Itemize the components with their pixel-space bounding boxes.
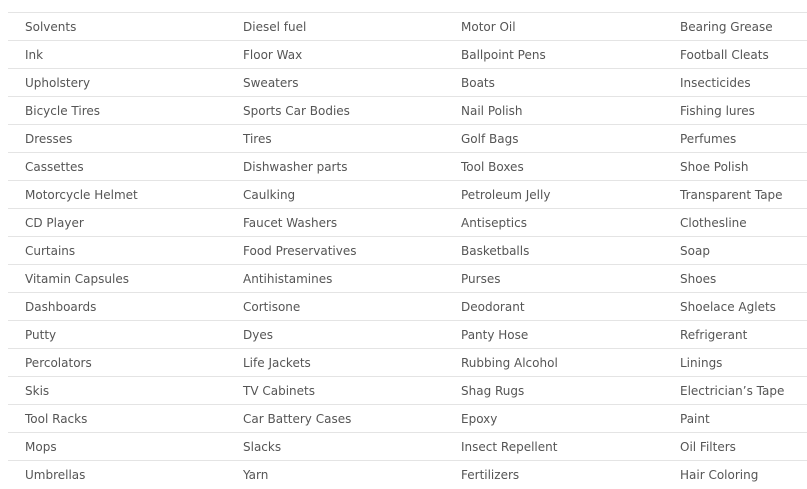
table-cell: Tool Racks — [8, 405, 226, 433]
table-cell: Bicycle Tires — [8, 97, 226, 125]
table-row — [8, 405, 807, 433]
table-cell: Hair Coloring — [663, 461, 807, 489]
table-row — [8, 293, 807, 321]
table-cell: Cortisone — [226, 293, 444, 321]
table-row — [8, 433, 807, 461]
table-cell: Solvents — [8, 13, 226, 41]
table-cell: Car Battery Cases — [226, 405, 444, 433]
table-cell: TV Cabinets — [226, 377, 444, 405]
table-cell: Faucet Washers — [226, 209, 444, 237]
table-cell: Skis — [8, 377, 226, 405]
table-cell: Soap — [663, 237, 807, 265]
table-cell: Vitamin Capsules — [8, 265, 226, 293]
table-cell: Rubbing Alcohol — [444, 349, 663, 377]
table-cell: Sweaters — [226, 69, 444, 97]
table-row — [8, 41, 807, 69]
table-cell: Transparent Tape — [663, 181, 807, 209]
table-cell: Bearing Grease — [663, 13, 807, 41]
table-cell: Floor Wax — [226, 41, 444, 69]
table-cell: Nail Polish — [444, 97, 663, 125]
table-cell: Dyes — [226, 321, 444, 349]
table-row — [8, 349, 807, 377]
table-cell: Perfumes — [663, 125, 807, 153]
table-row — [8, 461, 807, 489]
table-cell: Basketballs — [444, 237, 663, 265]
table-cell: Diesel fuel — [226, 13, 444, 41]
table-cell: Dishwasher parts — [226, 153, 444, 181]
table-cell: Epoxy — [444, 405, 663, 433]
table-cell: Percolators — [8, 349, 226, 377]
table-cell: Football Cleats — [663, 41, 807, 69]
table-cell: Shoes — [663, 265, 807, 293]
table-cell: Dashboards — [8, 293, 226, 321]
table-cell: Motorcycle Helmet — [8, 181, 226, 209]
table-cell: Panty Hose — [444, 321, 663, 349]
table-cell: Electrician’s Tape — [663, 377, 807, 405]
table-cell: Motor Oil — [444, 13, 663, 41]
table-cell: Putty — [8, 321, 226, 349]
table-cell: Insect Repellent — [444, 433, 663, 461]
table-row — [8, 13, 807, 41]
table-cell: Curtains — [8, 237, 226, 265]
table-row — [8, 209, 807, 237]
table-cell: Life Jackets — [226, 349, 444, 377]
table-cell: Cassettes — [8, 153, 226, 181]
table-cell: Fertilizers — [444, 461, 663, 489]
products-table-body — [8, 13, 807, 489]
table-cell: Yarn — [226, 461, 444, 489]
table-cell: Linings — [663, 349, 807, 377]
table-cell: Clothesline — [663, 209, 807, 237]
table-cell: Golf Bags — [444, 125, 663, 153]
table-row — [8, 181, 807, 209]
table-cell: Oil Filters — [663, 433, 807, 461]
table-cell: Slacks — [226, 433, 444, 461]
table-row — [8, 237, 807, 265]
table-row — [8, 377, 807, 405]
table-cell: Food Preservatives — [226, 237, 444, 265]
table-cell: Tires — [226, 125, 444, 153]
products-table — [8, 12, 807, 489]
table-cell: Boats — [444, 69, 663, 97]
table-cell: Petroleum Jelly — [444, 181, 663, 209]
table-cell: Ink — [8, 41, 226, 69]
table-cell: Sports Car Bodies — [226, 97, 444, 125]
table-cell: Caulking — [226, 181, 444, 209]
table-cell: Tool Boxes — [444, 153, 663, 181]
table-row — [8, 265, 807, 293]
table-cell: CD Player — [8, 209, 226, 237]
table-cell: Shag Rugs — [444, 377, 663, 405]
table-cell: Umbrellas — [8, 461, 226, 489]
table-cell: Shoe Polish — [663, 153, 807, 181]
table-row — [8, 153, 807, 181]
table-cell: Antiseptics — [444, 209, 663, 237]
table-row — [8, 69, 807, 97]
table-cell: Purses — [444, 265, 663, 293]
table-cell: Ballpoint Pens — [444, 41, 663, 69]
table-cell: Paint — [663, 405, 807, 433]
table-cell: Deodorant — [444, 293, 663, 321]
table-row — [8, 97, 807, 125]
table-cell: Antihistamines — [226, 265, 444, 293]
table-row — [8, 125, 807, 153]
table-cell: Shoelace Aglets — [663, 293, 807, 321]
table-row — [8, 321, 807, 349]
table-cell: Mops — [8, 433, 226, 461]
table-cell: Fishing lures — [663, 97, 807, 125]
table-cell: Dresses — [8, 125, 226, 153]
table-cell: Refrigerant — [663, 321, 807, 349]
table-cell: Upholstery — [8, 69, 226, 97]
table-cell: Insecticides — [663, 69, 807, 97]
